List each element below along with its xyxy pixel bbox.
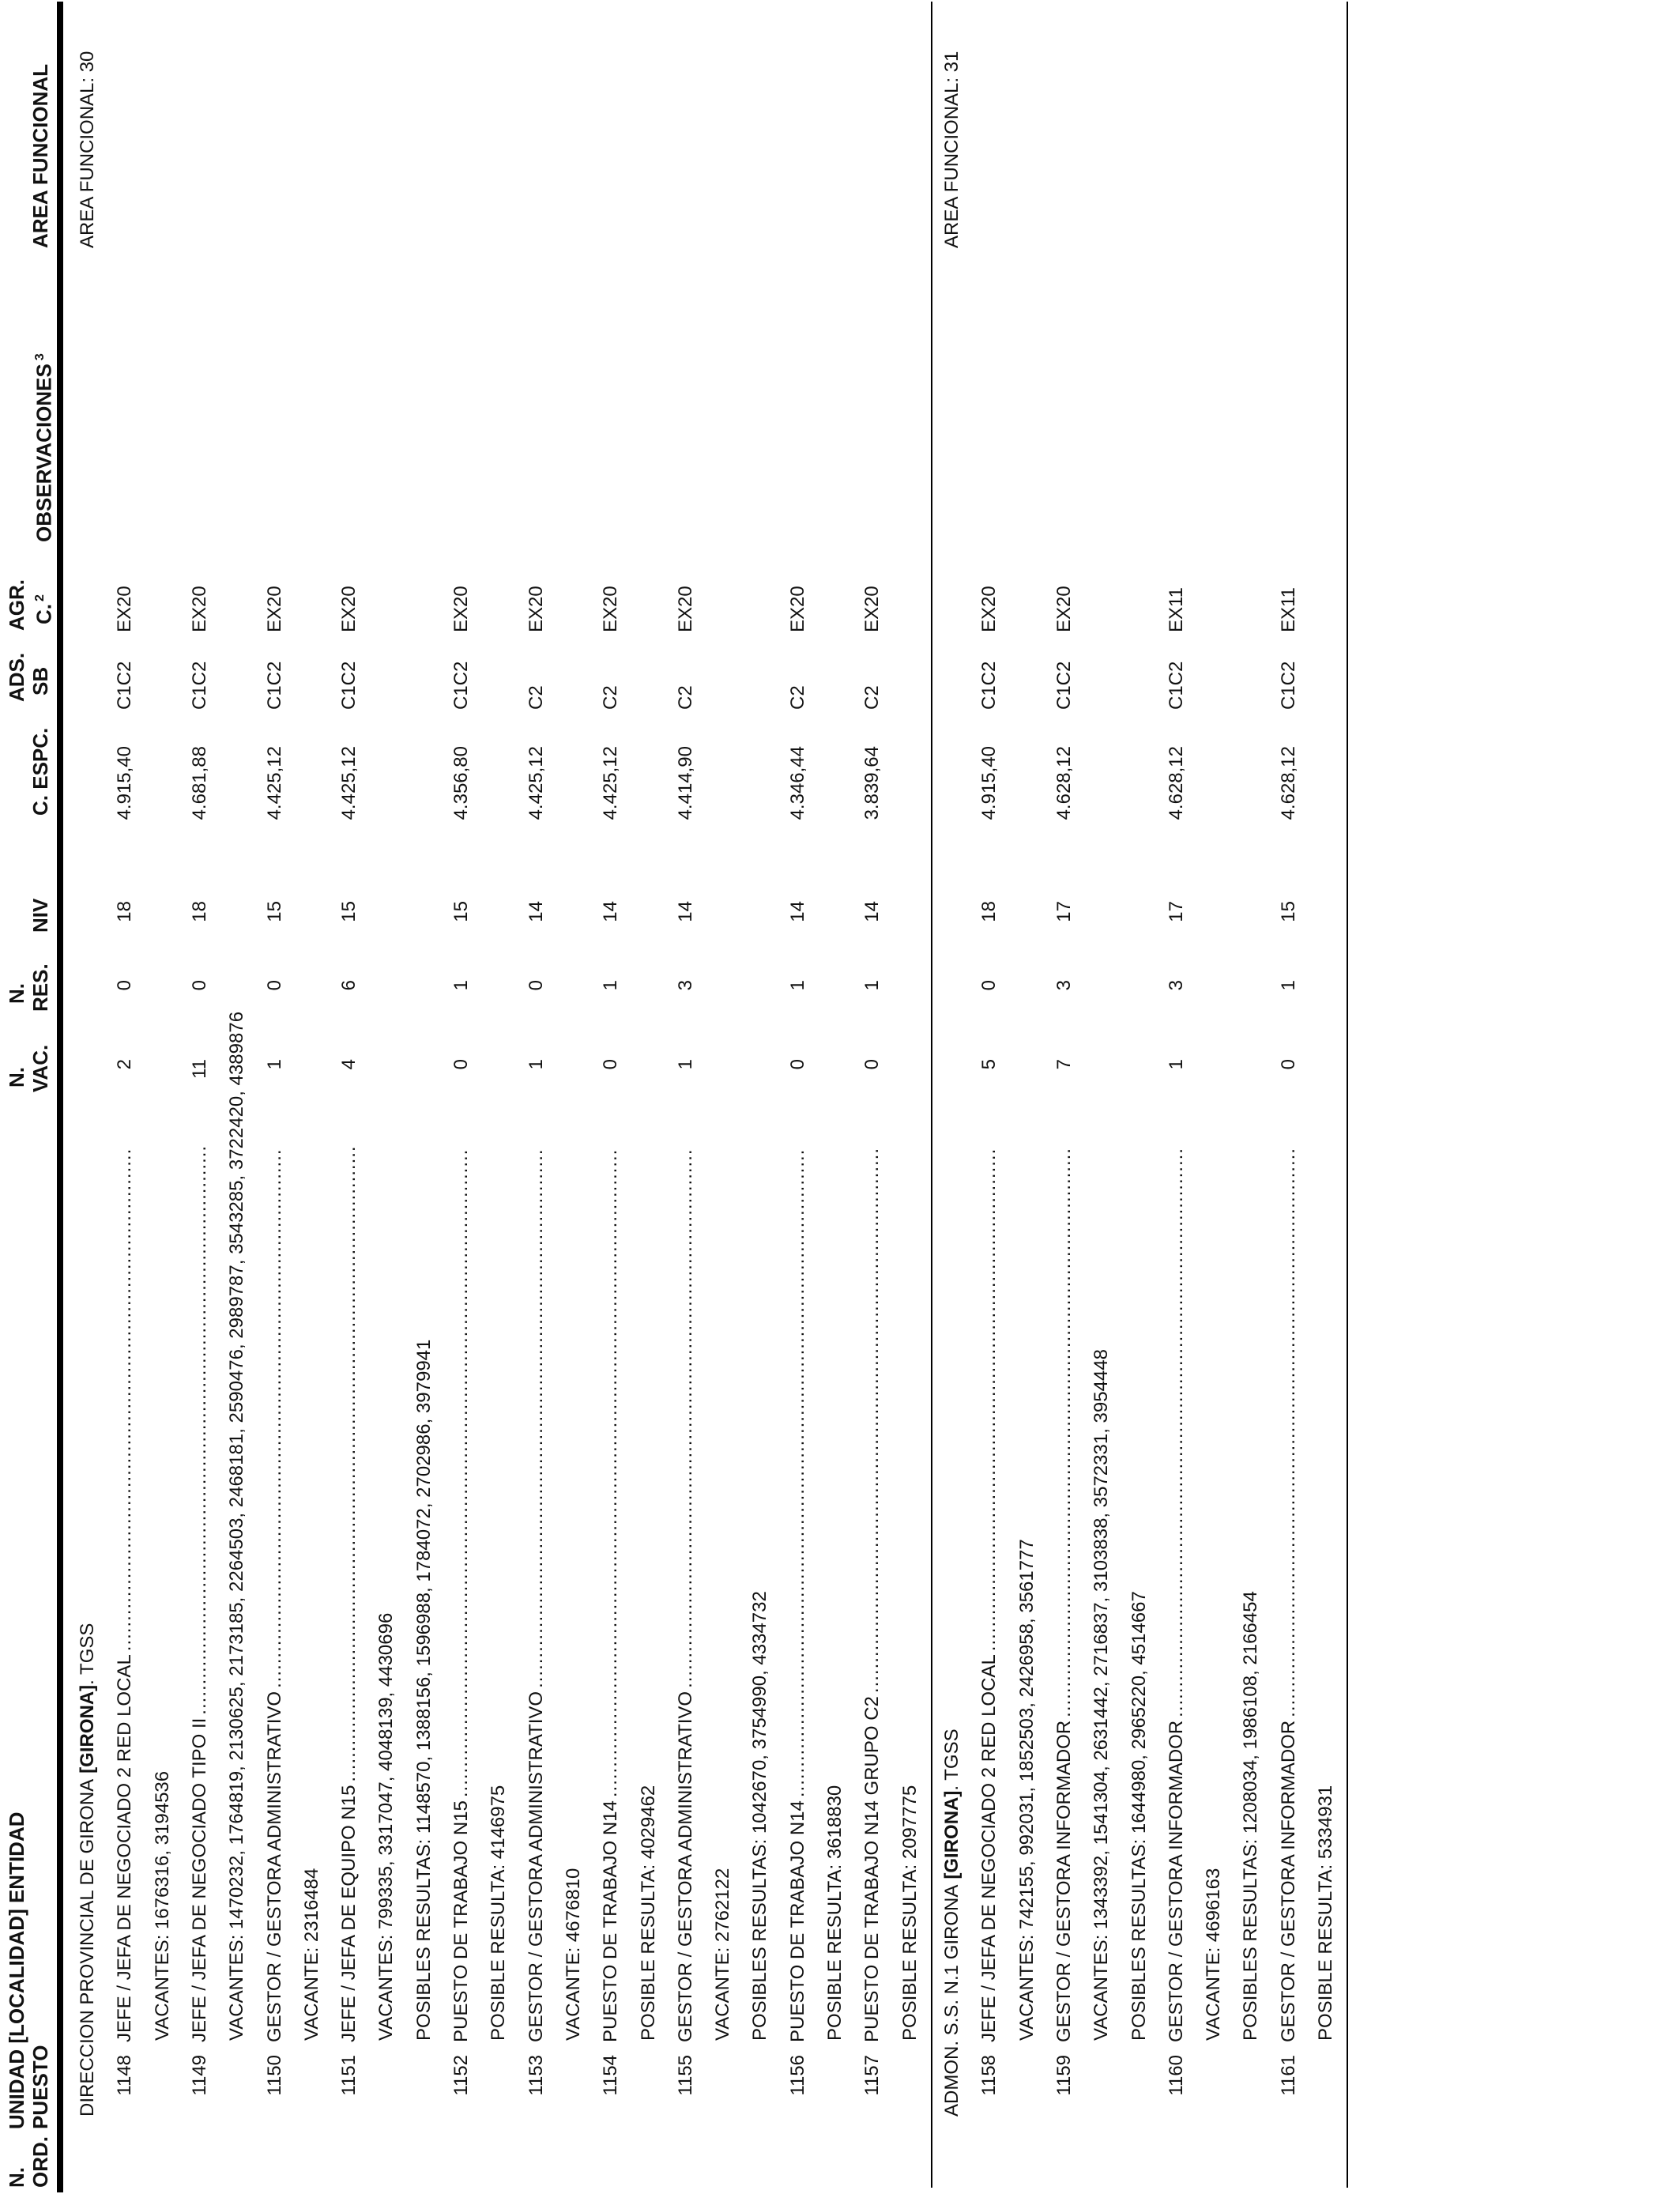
header-n-ord-2: ORD. xyxy=(28,2136,52,2188)
header-ads-2: SB xyxy=(28,666,52,696)
note-text: POSIBLE RESULTA: 4029462 xyxy=(637,1785,659,2041)
c-espc-value: 4.915,40 xyxy=(978,746,1000,820)
ord-number: 1158 xyxy=(978,2055,1000,2096)
puesto-cell xyxy=(263,1148,287,2042)
header-agr-2: C.$^2$ xyxy=(32,594,56,624)
note-row xyxy=(1239,0,1263,2194)
ads-sb-value: C1C2 xyxy=(450,661,472,710)
niv-value: 18 xyxy=(114,901,136,922)
table-row xyxy=(188,0,212,2194)
n-res-value: 1 xyxy=(861,980,883,991)
note-text: POSIBLES RESULTAS: 1208034, 1986108, 2166454 xyxy=(1240,1591,1262,2041)
section-entity: . TGSS xyxy=(941,1728,962,1791)
header-n-ord-1: N. xyxy=(5,2167,28,2188)
table-row xyxy=(113,0,137,2194)
leader-dots xyxy=(861,1148,884,1693)
header-niv: NIV xyxy=(28,898,52,933)
puesto-text: GESTOR / GESTORA INFORMADOR xyxy=(1053,1720,1075,2042)
leader-dots xyxy=(674,1148,698,1688)
ord-number: 1148 xyxy=(114,2055,136,2096)
ads-sb-value: C2 xyxy=(786,685,808,710)
c-espc-value: 3.839,64 xyxy=(861,746,883,820)
section-area-funcional: AREA FUNCIONAL: 30 xyxy=(77,51,98,248)
note-row xyxy=(898,0,922,2194)
c-espc-value: 4.425,12 xyxy=(600,746,622,820)
n-res-value: 0 xyxy=(188,980,210,991)
note-row xyxy=(562,0,586,2194)
header-area-funcional: AREA FUNCIONAL xyxy=(28,63,52,248)
ads-sb-value: C1C2 xyxy=(1053,661,1075,710)
note-row xyxy=(1090,0,1113,2194)
puesto-cell xyxy=(113,1148,137,2042)
niv-value: 15 xyxy=(338,901,360,922)
n-res-value: 0 xyxy=(525,980,547,991)
n-res-value: 3 xyxy=(1165,980,1187,991)
niv-value: 15 xyxy=(450,901,472,922)
puesto-cell xyxy=(525,1148,548,2042)
ads-sb-value: C1C2 xyxy=(263,661,285,710)
c-espc-value: 4.628,12 xyxy=(1165,746,1187,820)
ord-number: 1150 xyxy=(263,2055,285,2096)
note-text: VACANTE: 2762122 xyxy=(712,1868,734,2041)
section-header-row xyxy=(76,0,100,2194)
puesto-text: GESTOR / GESTORA ADMINISTRATIVO xyxy=(263,1691,285,2042)
puesto-cell xyxy=(1277,1148,1301,2042)
n-vac-value: 7 xyxy=(1053,1059,1075,1070)
section-header-row xyxy=(940,0,964,2194)
leader-dots xyxy=(1165,1148,1188,1717)
c-espc-value: 4.425,12 xyxy=(525,746,547,820)
ads-sb-value: C2 xyxy=(525,685,547,710)
ads-sb-value: C1C2 xyxy=(978,661,1000,710)
leader-dots xyxy=(450,1148,473,1797)
header-ads-1: ADS. xyxy=(5,652,28,702)
n-res-value: 1 xyxy=(1277,980,1299,991)
header-puesto: PUESTO xyxy=(28,2045,52,2129)
note-row xyxy=(748,0,772,2194)
note-row xyxy=(1314,0,1338,2194)
table-row xyxy=(1165,0,1188,2194)
c-espc-value: 4.414,90 xyxy=(674,746,696,820)
note-text: VACANTES: 799335, 3317047, 4048139, 4430696 xyxy=(375,1612,397,2041)
ord-number: 1151 xyxy=(338,2055,360,2096)
ord-number: 1156 xyxy=(786,2055,808,2096)
header-observaciones: OBSERVACIONES$^3$ xyxy=(32,353,56,542)
puesto-text: GESTOR / GESTORA ADMINISTRATIVO xyxy=(674,1691,696,2042)
ads-sb-value: C1C2 xyxy=(1165,661,1187,710)
note-row xyxy=(1128,0,1151,2194)
note-text: POSIBLE RESULTA: 4146975 xyxy=(488,1785,510,2041)
ads-sb-value: C2 xyxy=(674,685,696,710)
ord-number: 1152 xyxy=(450,2055,472,2096)
n-res-value: 0 xyxy=(978,980,1000,991)
n-res-value: 0 xyxy=(114,980,136,991)
puesto-cell xyxy=(861,1148,884,2042)
table-row xyxy=(337,0,361,2194)
n-vac-value: 0 xyxy=(1277,1059,1299,1070)
n-vac-value: 1 xyxy=(674,1059,696,1070)
ads-sb-value: C2 xyxy=(861,685,883,710)
note-text: POSIBLE RESULTA: 2097775 xyxy=(898,1785,921,2041)
n-res-value: 0 xyxy=(263,980,285,991)
note-text: POSIBLES RESULTAS: 1148570, 1388156, 1596988, 1784072, 2702986, 3979941 xyxy=(412,1339,435,2041)
section-area-funcional: AREA FUNCIONAL: 31 xyxy=(941,51,962,248)
table-row xyxy=(786,0,810,2194)
niv-value: 14 xyxy=(600,901,622,922)
note-text: VACANTE: 4676810 xyxy=(562,1868,584,2041)
niv-value: 14 xyxy=(525,901,547,922)
ord-number: 1160 xyxy=(1165,2055,1187,2096)
section-unit-name: ADMON. S.S. N.1 GIRONA xyxy=(941,1884,962,2117)
c-espc-value: 4.915,40 xyxy=(114,746,136,820)
header-rule xyxy=(57,2,63,2192)
note-row xyxy=(823,0,847,2194)
ads-sb-value: C1C2 xyxy=(338,661,360,710)
note-row xyxy=(637,0,661,2194)
agr-c-value: EX20 xyxy=(674,586,696,632)
niv-value: 14 xyxy=(786,901,808,922)
section-entity: . TGSS xyxy=(77,1623,98,1685)
puesto-cell xyxy=(188,1148,212,2042)
niv-value: 18 xyxy=(188,901,210,922)
note-text: VACANTES: 742155, 992031, 1852503, 2426958, 3561777 xyxy=(1015,1539,1038,2041)
note-row xyxy=(487,0,510,2194)
puesto-text: GESTOR / GESTORA INFORMADOR xyxy=(1277,1720,1299,2042)
n-vac-value: 0 xyxy=(786,1059,808,1070)
agr-c-value: EX20 xyxy=(786,586,808,632)
n-vac-value: 11 xyxy=(188,1059,210,1079)
agr-c-value: EX20 xyxy=(1053,586,1075,632)
leader-dots xyxy=(525,1148,548,1688)
note-row xyxy=(300,0,324,2194)
n-vac-value: 0 xyxy=(450,1059,472,1070)
puesto-cell xyxy=(450,1148,473,2042)
niv-value: 17 xyxy=(1165,901,1187,922)
table-row xyxy=(674,0,698,2194)
leader-dots xyxy=(599,1148,623,1797)
table-row xyxy=(599,0,623,2194)
agr-c-value: EX20 xyxy=(525,586,547,632)
note-text: POSIBLE RESULTA: 5334931 xyxy=(1315,1785,1336,2041)
n-vac-value: 2 xyxy=(114,1059,136,1070)
note-row xyxy=(151,0,175,2194)
puesto-cell xyxy=(977,1148,1001,2042)
n-res-value: 6 xyxy=(338,980,360,991)
leader-dots xyxy=(337,1148,361,1782)
agr-c-value: EX20 xyxy=(188,586,210,632)
section-unit-label xyxy=(940,1728,964,2117)
puesto-cell xyxy=(674,1148,698,2042)
leader-dots xyxy=(977,1148,1001,1651)
n-res-value: 3 xyxy=(674,980,696,991)
niv-value: 14 xyxy=(674,901,696,922)
leader-dots xyxy=(1277,1148,1301,1717)
n-res-value: 3 xyxy=(1053,980,1075,991)
n-vac-value: 0 xyxy=(861,1059,883,1070)
c-espc-value: 4.628,12 xyxy=(1277,746,1299,820)
ord-number: 1161 xyxy=(1277,2055,1299,2096)
puesto-text: PUESTO DE TRABAJO N14 xyxy=(786,1800,808,2042)
section-locality: [GIRONA] xyxy=(77,1684,98,1774)
ads-sb-value: C2 xyxy=(600,685,622,710)
n-res-value: 1 xyxy=(450,980,472,991)
niv-value: 17 xyxy=(1053,901,1075,922)
table-row xyxy=(450,0,473,2194)
header-n-res-1: N. xyxy=(5,983,28,1004)
c-espc-value: 4.346,44 xyxy=(786,746,808,820)
header-n-vac-2: VAC. xyxy=(28,1044,52,1092)
table-row xyxy=(977,0,1001,2194)
niv-value: 18 xyxy=(978,901,1000,922)
agr-c-value: EX11 xyxy=(1277,587,1299,632)
ord-number: 1159 xyxy=(1053,2055,1075,2096)
puesto-text: GESTOR / GESTORA ADMINISTRATIVO xyxy=(525,1691,547,2042)
n-res-value: 1 xyxy=(786,980,808,991)
agr-c-value: EX20 xyxy=(861,586,883,632)
header-n-vac-1: N. xyxy=(5,1067,28,1088)
leader-dots xyxy=(786,1148,810,1797)
agr-c-value: EX20 xyxy=(600,586,622,632)
puesto-text: JEFE / JEFA DE NEGOCIADO TIPO II xyxy=(188,1717,210,2042)
note-row xyxy=(225,0,249,2194)
puesto-cell xyxy=(1165,1148,1188,2042)
agr-c-value: EX20 xyxy=(450,586,472,632)
n-vac-value: 5 xyxy=(978,1059,1000,1070)
table-row xyxy=(1053,0,1076,2194)
table-row xyxy=(525,0,548,2194)
table-row xyxy=(1277,0,1301,2194)
n-vac-value: 4 xyxy=(338,1059,360,1070)
leader-dots xyxy=(263,1148,287,1688)
n-vac-value: 1 xyxy=(525,1059,547,1070)
table-row xyxy=(263,0,287,2194)
c-espc-value: 4.425,12 xyxy=(338,746,360,820)
puesto-cell xyxy=(337,1148,361,2042)
n-res-value: 1 xyxy=(600,980,622,991)
ads-sb-value: C1C2 xyxy=(188,661,210,710)
niv-value: 15 xyxy=(263,901,285,922)
puesto-cell xyxy=(599,1148,623,2042)
puesto-text: PUESTO DE TRABAJO N14 GRUPO C2 xyxy=(861,1696,883,2042)
section-locality: [GIRONA] xyxy=(941,1790,962,1879)
agr-c-value: EX11 xyxy=(1165,587,1187,632)
c-espc-value: 4.628,12 xyxy=(1053,746,1075,820)
leader-dots xyxy=(113,1148,137,1651)
section-divider-rule xyxy=(931,2,932,2188)
note-text: VACANTES: 1470232, 1764819, 2130625, 2173185, 2264503, 2468181, 2590476, 2989787, 3543285, 3722420, 4389876 xyxy=(226,1011,248,2041)
note-row xyxy=(1202,0,1226,2194)
c-espc-value: 4.681,88 xyxy=(188,746,210,820)
header-c-espc: C. ESPC. xyxy=(28,727,52,816)
agr-c-value: EX20 xyxy=(338,586,360,632)
note-row xyxy=(711,0,735,2194)
note-row xyxy=(412,0,436,2194)
header-agr-1: AGR. xyxy=(5,579,28,631)
note-text: VACANTES: 1676316, 3194536 xyxy=(151,1770,173,2041)
agr-c-value: EX20 xyxy=(114,586,136,632)
ads-sb-value: C1C2 xyxy=(114,661,136,710)
table-row xyxy=(861,0,884,2194)
ads-sb-value: C1C2 xyxy=(1277,661,1299,710)
section-unit-label xyxy=(76,1623,100,2117)
niv-value: 15 xyxy=(1277,901,1299,922)
puesto-text: GESTOR / GESTORA INFORMADOR xyxy=(1165,1720,1187,2042)
ord-number: 1149 xyxy=(188,2055,210,2096)
c-espc-value: 4.425,12 xyxy=(263,746,285,820)
note-row xyxy=(375,0,398,2194)
puesto-cell xyxy=(1053,1148,1076,2042)
puesto-text: JEFE / JEFA DE EQUIPO N15 xyxy=(338,1785,360,2042)
note-text: POSIBLES RESULTAS: 1644980, 2965220, 4514667 xyxy=(1128,1591,1150,2041)
note-text: VACANTES: 1343392, 1541304, 2631442, 2716837, 3103838, 3572331, 3954448 xyxy=(1090,1349,1113,2041)
header-n-res-2: RES. xyxy=(28,963,52,1012)
n-vac-value: 1 xyxy=(263,1059,285,1070)
puesto-text: PUESTO DE TRABAJO N14 xyxy=(600,1800,622,2042)
agr-c-value: EX20 xyxy=(263,586,285,632)
leader-dots xyxy=(188,1148,212,1715)
section-unit-name: DIRECCION PROVINCIAL DE GIRONA xyxy=(77,1778,98,2117)
puesto-text: PUESTO DE TRABAJO N15 xyxy=(450,1800,472,2042)
puesto-text: JEFE / JEFA DE NEGOCIADO 2 RED LOCAL xyxy=(114,1654,136,2042)
note-text: VACANTE: 4696163 xyxy=(1203,1868,1225,2041)
ord-number: 1157 xyxy=(861,2055,883,2096)
header-unidad: UNIDAD [LOCALIDAD] ENTIDAD xyxy=(5,1811,28,2129)
puesto-text: JEFE / JEFA DE NEGOCIADO 2 RED LOCAL xyxy=(978,1654,1000,2042)
note-text: VACANTE: 2316484 xyxy=(300,1868,322,2041)
n-vac-value: 0 xyxy=(600,1059,622,1070)
puesto-cell xyxy=(786,1148,810,2042)
ord-number: 1154 xyxy=(600,2055,622,2096)
bottom-rule xyxy=(1347,2,1348,2188)
note-text: POSIBLES RESULTAS: 1042670, 3754990, 4334732 xyxy=(749,1591,771,2041)
leader-dots xyxy=(1053,1148,1076,1717)
niv-value: 14 xyxy=(861,901,883,922)
ord-number: 1153 xyxy=(525,2055,547,2096)
c-espc-value: 4.356,80 xyxy=(450,746,472,820)
n-vac-value: 1 xyxy=(1165,1059,1187,1070)
note-row xyxy=(1015,0,1039,2194)
agr-c-value: EX20 xyxy=(978,586,1000,632)
ord-number: 1155 xyxy=(674,2055,696,2096)
note-text: POSIBLE RESULTA: 3618830 xyxy=(824,1785,846,2041)
